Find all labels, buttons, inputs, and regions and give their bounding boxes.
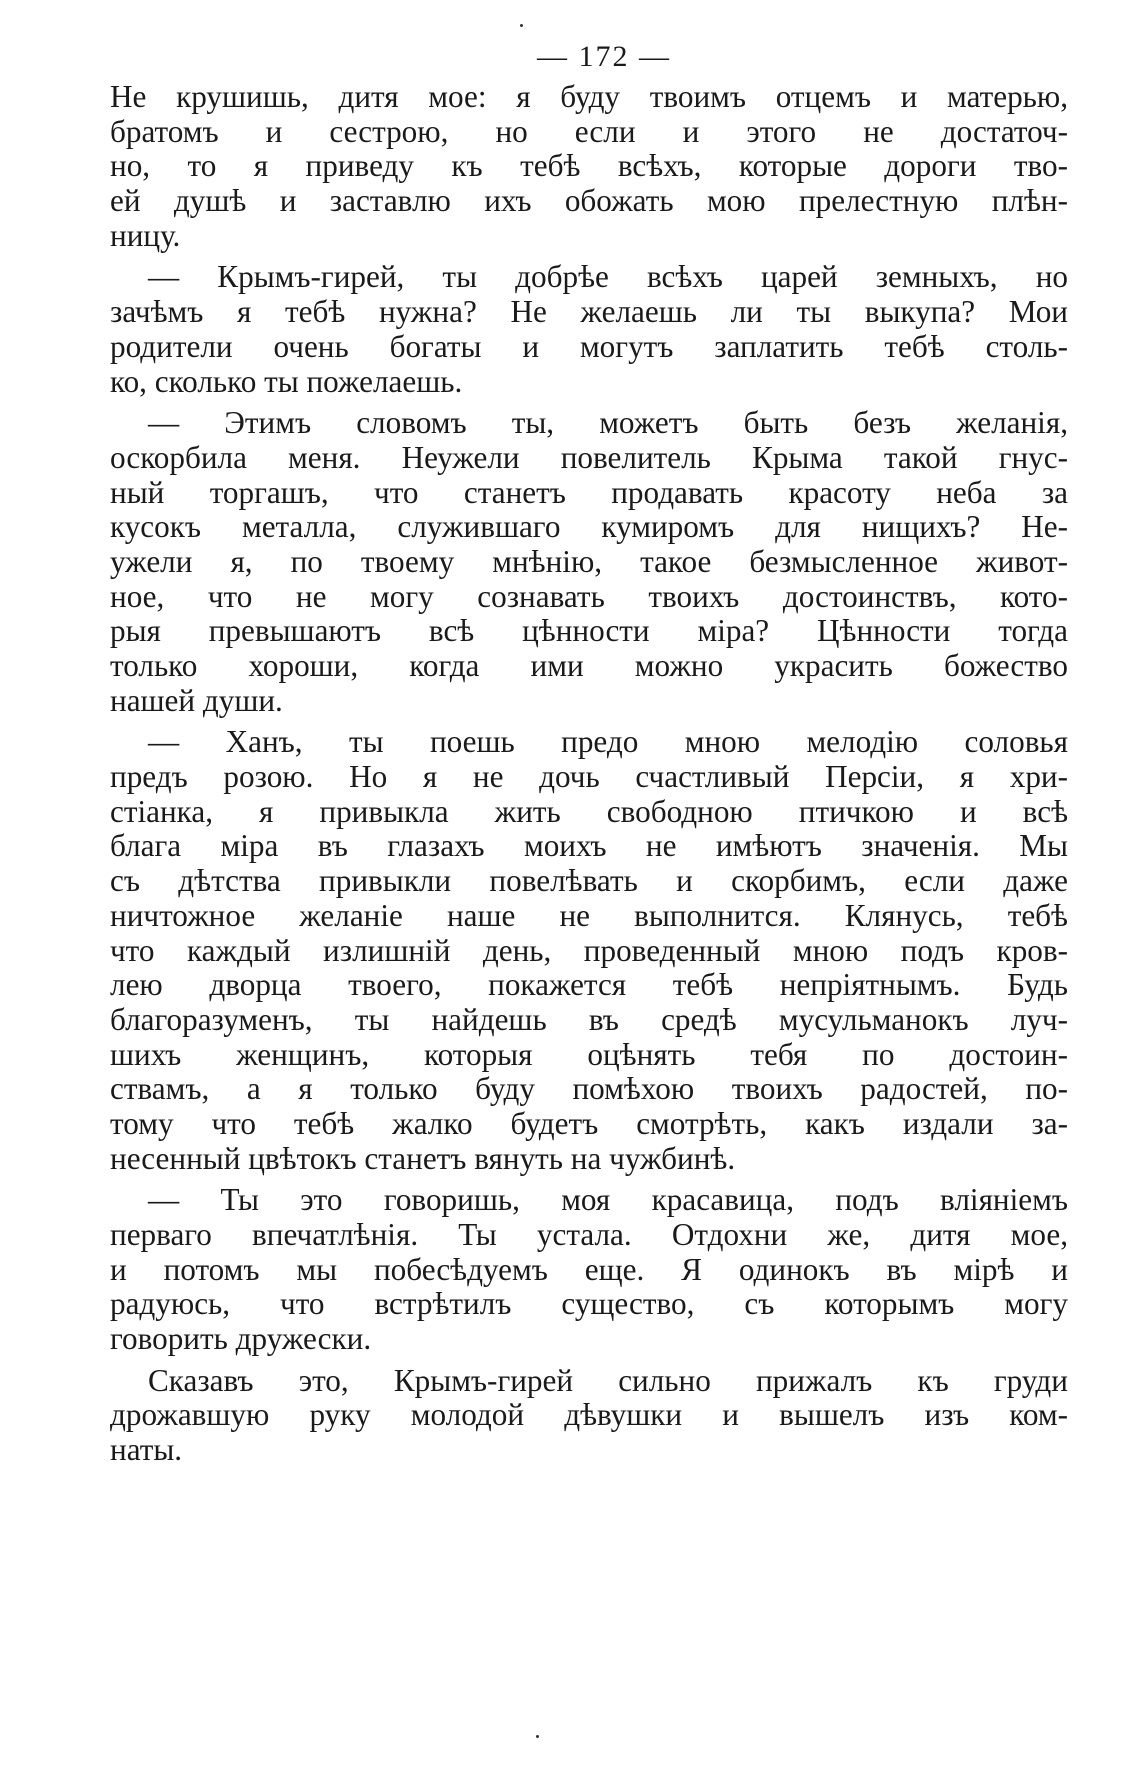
- text-line: — Ханъ, ты поешь предо мною мелодію соловья: [148, 724, 1068, 760]
- page-number: — 172 —: [537, 40, 671, 73]
- text-line: перваго впечатлѣнія. Ты устала. Отдохни же, дитя мое,: [110, 1217, 1068, 1252]
- text-line: что каждый излишній день, проведенный мною подъ кров-: [110, 932, 1068, 968]
- text-line: — Ты это говоришь, моя красавица, подъ вліяніемъ: [148, 1182, 1068, 1218]
- text-line: несенный цвѣтокъ станетъ вянуть на чужбинѣ.: [110, 1140, 736, 1176]
- paragraph: [110, 1183, 1068, 1356]
- paragraph: [110, 80, 1068, 253]
- text-line: ей душѣ и заставлю ихъ обожать мою прелестную плѣн-: [110, 183, 1068, 219]
- text-line: предъ розою. Но я не дочь счастливый Персіи, я хри-: [110, 759, 1068, 795]
- page-text: [110, 80, 1068, 1468]
- ink-speck-bottom: [536, 1735, 539, 1738]
- text-line: Сказавъ это, Крымъ-гирей сильно прижалъ къ груди: [148, 1362, 1068, 1398]
- text-line: зачѣмъ я тебѣ нужна? Не желаешь ли ты выкупа? Мои: [110, 294, 1068, 330]
- text-line: — Крымъ-гирей, ты добрѣе всѣхъ царей земныхъ, но: [148, 259, 1068, 295]
- ink-speck-top: [520, 24, 523, 27]
- text-line: стіанка, я привыкла жить свободною птичкою и всѣ: [110, 793, 1068, 829]
- text-line: нашей души.: [110, 682, 283, 718]
- text-line: лею дворца твоего, покажется тебѣ непріятнымъ. Будь: [110, 967, 1068, 1003]
- text-line: родители очень богаты и могутъ заплатить тебѣ столь-: [110, 328, 1068, 364]
- text-line: только хороши, когда ими можно украсить божество: [110, 648, 1068, 683]
- text-line: блага міра въ глазахъ моихъ не имѣютъ значенія. Мы: [110, 828, 1068, 864]
- text-line: ничтожное желаніе наше не выполнится. Клянусь, тебѣ: [110, 897, 1068, 933]
- text-line: ницу.: [110, 217, 181, 253]
- text-line: говорить дружески.: [110, 1321, 372, 1357]
- text-line: ко, сколько ты пожелаешь.: [110, 363, 463, 399]
- text-line: оскорбила меня. Неужели повелитель Крыма такой гнус-: [110, 439, 1068, 475]
- text-line: съ дѣтства привыкли повелѣвать и скорбимъ, если даже: [110, 863, 1068, 899]
- text-line: тому что тебѣ жалко будетъ смотрѣть, какъ издали за-: [110, 1105, 1068, 1141]
- text-line: шихъ женщинъ, которыя оцѣнять тебя по достоин-: [110, 1036, 1068, 1072]
- text-line: — Этимъ словомъ ты, можетъ быть безъ желанія,: [148, 405, 1068, 441]
- text-line: ужели я, по твоему мнѣнію, такое безмысленное живот-: [110, 543, 1068, 579]
- text-line: рыя превышаютъ всѣ цѣнности міра? Цѣнности тогда: [110, 613, 1068, 649]
- text-line: наты.: [110, 1432, 183, 1468]
- text-line: кусокъ металла, служившаго кумиромъ для нищихъ? Не-: [110, 509, 1068, 545]
- text-line: и потомъ мы побесѣдуемъ еще. Я одинокъ въ мірѣ и: [110, 1251, 1068, 1287]
- paragraph: [110, 260, 1068, 399]
- text-line: ствамъ, а я только буду помѣхою твоихъ радостей, по-: [110, 1071, 1068, 1107]
- text-line: но, то я приведу къ тебѣ всѣхъ, которые дороги тво-: [110, 148, 1068, 184]
- text-line: благоразуменъ, ты найдешь въ средѣ мусульманокъ луч-: [110, 1001, 1068, 1037]
- text-line: братомъ и сестрою, но если и этого не достаточ-: [110, 113, 1068, 149]
- text-line: ное, что не могу сознавать твоихъ достоинствъ, кото-: [110, 578, 1068, 614]
- paragraph: [110, 406, 1068, 718]
- book-page: [110, 40, 1068, 1468]
- text-line: ный торгашъ, что станетъ продавать красоту неба за: [110, 474, 1068, 510]
- text-line: Не крушишь, дитя мое: я буду твоимъ отцемъ и матерью,: [110, 79, 1068, 114]
- paragraph: [110, 725, 1068, 1176]
- text-line: радуюсь, что встрѣтилъ существо, съ которымъ могу: [110, 1286, 1068, 1322]
- paragraph: [110, 1364, 1068, 1468]
- text-line: дрожавшую руку молодой дѣвушки и вышелъ изъ ком-: [110, 1397, 1068, 1433]
